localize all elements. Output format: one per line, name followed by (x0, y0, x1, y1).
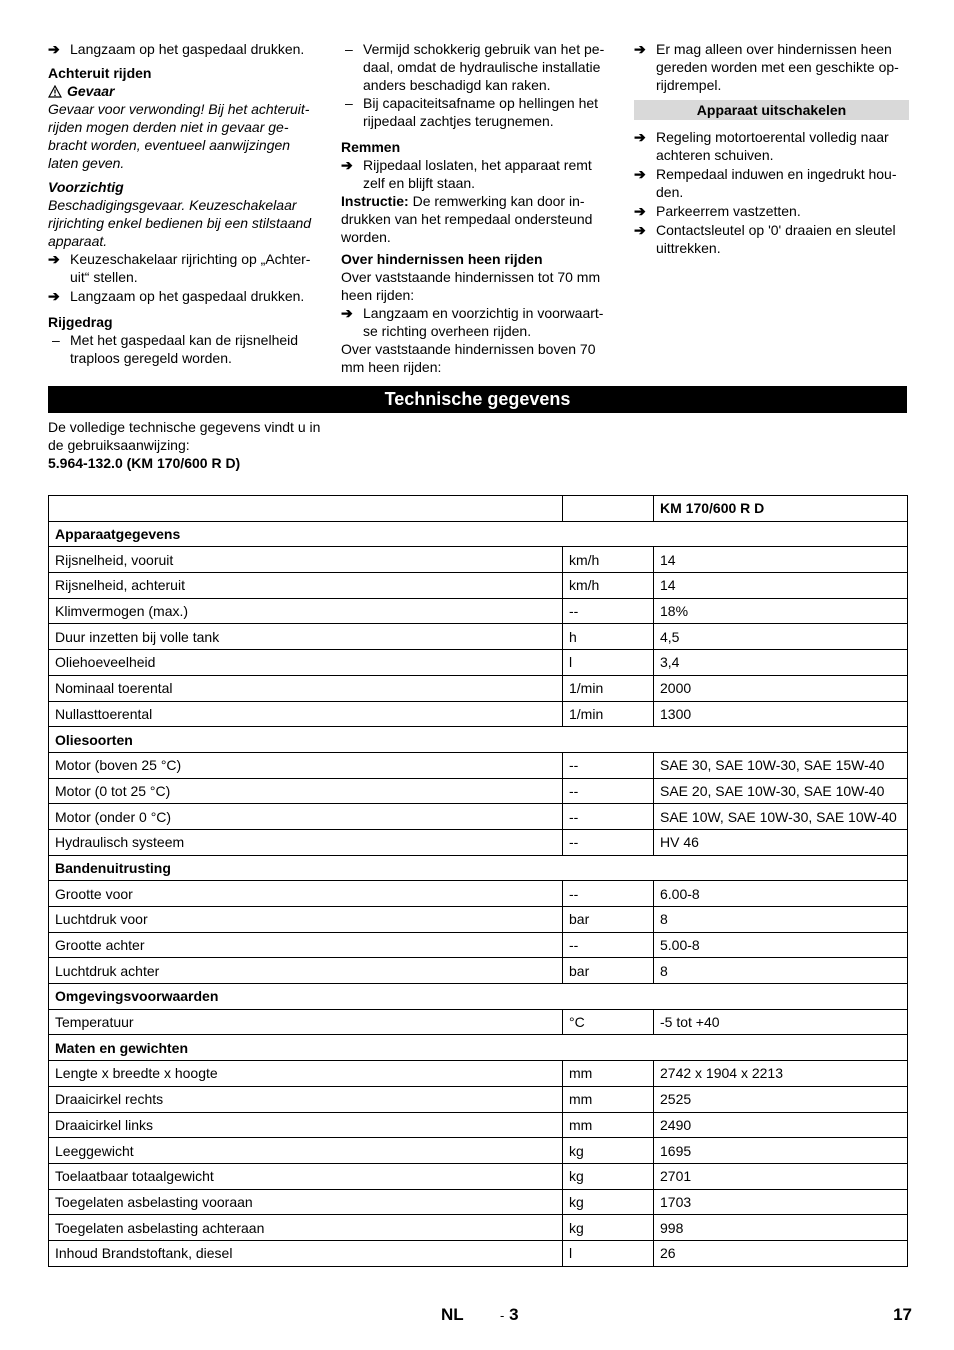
step-item: ➔ Langzaam en voorzichtig in voorwaart-se richting overheen rijden. (341, 305, 604, 339)
table-row (49, 598, 908, 624)
arrow-icon: ➔ (634, 203, 646, 219)
tech-doc-ref: 5.964-132.0 (KM 170/600 R D) (48, 455, 241, 471)
unit-cell: l (563, 650, 654, 676)
danger-label-row (48, 82, 320, 100)
instruction-note: Instructie: De remwerking kan door in-drukken van het rempedaal ondersteund worden. (341, 193, 593, 245)
section-heading-reverse: Achteruit rijden (48, 65, 152, 81)
value-cell: 14 (654, 573, 908, 599)
column-1 (48, 40, 320, 367)
unit-cell: kg (563, 1189, 654, 1215)
table-row (49, 1138, 908, 1164)
spec-table (48, 495, 908, 1267)
arrow-icon: ➔ (48, 288, 60, 304)
table-row (49, 1163, 908, 1189)
value-cell: 3,4 (654, 650, 908, 676)
value-cell: 18% (654, 598, 908, 624)
tech-intro (48, 418, 328, 472)
label-cell: Draaicirkel links (49, 1112, 563, 1138)
unit-cell: 1/min (563, 675, 654, 701)
caution-label: Voorzichtig (48, 179, 124, 195)
table-row (49, 932, 908, 958)
unit-cell: -- (563, 598, 654, 624)
value-cell: 5.00-8 (654, 932, 908, 958)
table-row (49, 752, 908, 778)
label-cell: Temperatuur (49, 1009, 563, 1035)
arrow-icon: ➔ (341, 157, 353, 173)
value-cell: 2490 (654, 1112, 908, 1138)
value-cell: -5 tot +40 (654, 1009, 908, 1035)
value-cell: 2742 x 1904 x 2213 (654, 1061, 908, 1087)
dash-item: – Vermijd schokkerig gebruik van het pe-daal, omdat de hydraulische installatie anders beschadigd kan raken. (341, 40, 613, 94)
label-cell: Rijsnelheid, vooruit (49, 547, 563, 573)
table-row (49, 1112, 908, 1138)
section-heading-brakes: Remmen (341, 139, 401, 155)
value-cell: 1703 (654, 1189, 908, 1215)
unit-cell: km/h (563, 573, 654, 599)
value-cell: SAE 20, SAE 10W-30, SAE 10W-40 (654, 778, 908, 804)
caution-text: Beschadigingsgevaar. Keuzeschakelaar rijrichting enkel bedienen bij een stilstaand apparaat. (48, 197, 312, 249)
table-row (49, 547, 908, 573)
spec-table-body (49, 496, 908, 1267)
arrow-icon: ➔ (48, 41, 60, 57)
unit-cell: km/h (563, 547, 654, 573)
value-cell: SAE 10W, SAE 10W-30, SAE 10W-40 (654, 804, 908, 830)
unit-cell: mm (563, 1112, 654, 1138)
footer-language: NL (441, 1305, 464, 1324)
label-cell: Toelaatbaar totaalgewicht (49, 1163, 563, 1189)
label-cell: Grootte voor (49, 881, 563, 907)
danger-label: Gevaar (67, 83, 115, 99)
label-cell: Luchtdruk voor (49, 907, 563, 933)
label-cell: Motor (onder 0 °C) (49, 804, 563, 830)
value-cell: 1300 (654, 701, 908, 727)
unit-cell: -- (563, 829, 654, 855)
label-cell: Motor (0 tot 25 °C) (49, 778, 563, 804)
label-cell: Toegelaten asbelasting vooraan (49, 1189, 563, 1215)
unit-cell: kg (563, 1163, 654, 1189)
footer-page-number: 17 (893, 1305, 912, 1324)
label-cell: Nullasttoerental (49, 701, 563, 727)
warning-triangle-icon (48, 85, 62, 98)
step-item: ➔ Rijpedaal loslaten, het apparaat remt zelf en blijft staan. (341, 157, 592, 191)
table-row (49, 624, 908, 650)
unit-cell: kg (563, 1215, 654, 1241)
header-cell-empty (563, 496, 654, 522)
value-cell: 998 (654, 1215, 908, 1241)
obstacle-text-1: Over vaststaande hindernissen tot 70 mm heen rijden: (341, 269, 601, 303)
unit-cell: 1/min (563, 701, 654, 727)
value-cell: 6.00-8 (654, 881, 908, 907)
section-heading-obstacles: Over hindernissen heen rijden (341, 251, 543, 267)
section-cell: Oliesoorten (49, 727, 908, 753)
page-footer (0, 1306, 954, 1328)
value-cell: 14 (654, 547, 908, 573)
dash-item: – Met het gaspedaal kan de rijsnelheid traploos geregeld worden. (48, 331, 320, 367)
danger-text: Gevaar voor verwonding! Bij het achteruit-rijden mogen derden niet in gevaar ge-bracht worden, eventueel aanwijzingen laten geven. (48, 101, 310, 171)
dash-bullet: – (345, 95, 353, 111)
unit-cell: -- (563, 752, 654, 778)
table-row (49, 675, 908, 701)
arrow-icon: ➔ (634, 222, 646, 238)
label-cell: Draaicirkel rechts (49, 1086, 563, 1112)
value-cell: 2000 (654, 675, 908, 701)
table-row (49, 804, 908, 830)
table-header-row (49, 496, 908, 522)
table-section-row (49, 727, 908, 753)
dash-bullet: – (345, 41, 353, 57)
tech-data-heading: Technische gegevens (48, 386, 907, 413)
label-cell: Lengte x breedte x hoogte (49, 1061, 563, 1087)
label-cell: Rijsnelheid, achteruit (49, 573, 563, 599)
value-cell: 8 (654, 907, 908, 933)
label-cell: Klimvermogen (max.) (49, 598, 563, 624)
table-row (49, 1009, 908, 1035)
value-cell: 2525 (654, 1086, 908, 1112)
value-cell: HV 46 (654, 829, 908, 855)
table-section-row (49, 855, 908, 881)
unit-cell: bar (563, 907, 654, 933)
table-row (49, 1086, 908, 1112)
unit-cell: -- (563, 932, 654, 958)
unit-cell: bar (563, 958, 654, 984)
table-row (49, 650, 908, 676)
label-cell: Inhoud Brandstoftank, diesel (49, 1240, 563, 1266)
step-item: ➔ Regeling motortoerental volledig naar achteren schuiven. (634, 129, 889, 163)
table-row (49, 907, 908, 933)
step-item: ➔ Langzaam op het gaspedaal drukken. (48, 41, 305, 57)
dash-item: – Bij capaciteitsafname op hellingen het rijpedaal zachtjes terugnemen. (341, 94, 613, 130)
unit-cell: -- (563, 778, 654, 804)
step-item: ➔ Er mag alleen over hindernissen heen gereden worden met een geschikte op-rijdrempel. (634, 41, 899, 93)
section-heading-driving: Rijgedrag (48, 314, 113, 330)
table-section-row (49, 521, 908, 547)
table-row (49, 881, 908, 907)
label-cell: Duur inzetten bij volle tank (49, 624, 563, 650)
section-cell: Apparaatgegevens (49, 521, 908, 547)
unit-cell: °C (563, 1009, 654, 1035)
unit-cell: mm (563, 1061, 654, 1087)
step-item: ➔ Contactsleutel op '0' draaien en sleutel uittrekken. (634, 222, 896, 256)
label-cell: Oliehoeveelheid (49, 650, 563, 676)
header-cell-model: KM 170/600 R D (654, 496, 908, 522)
section-cell: Bandenuitrusting (49, 855, 908, 881)
table-row (49, 701, 908, 727)
value-cell: 26 (654, 1240, 908, 1266)
tech-intro-text: De volledige technische gegevens vindt u in de gebruiksaanwijzing: (48, 419, 321, 453)
unit-cell: kg (563, 1138, 654, 1164)
dash-bullet: – (52, 332, 60, 348)
step-item: ➔ Parkeerrem vastzetten. (634, 203, 801, 219)
value-cell: 8 (654, 958, 908, 984)
unit-cell: mm (563, 1086, 654, 1112)
table-section-row (49, 984, 908, 1010)
arrow-icon: ➔ (341, 305, 353, 321)
table-row (49, 778, 908, 804)
table-row (49, 1215, 908, 1241)
label-cell: Toegelaten asbelasting achteraan (49, 1215, 563, 1241)
section-cell: Maten en gewichten (49, 1035, 908, 1061)
table-row (49, 958, 908, 984)
table-row (49, 1061, 908, 1087)
value-cell: 1695 (654, 1138, 908, 1164)
label-cell: Motor (boven 25 °C) (49, 752, 563, 778)
label-cell: Leeggewicht (49, 1138, 563, 1164)
footer-section: - 3 (500, 1305, 519, 1324)
value-cell: 2701 (654, 1163, 908, 1189)
unit-cell: l (563, 1240, 654, 1266)
section-cell: Omgevingsvoorwaarden (49, 984, 908, 1010)
table-row (49, 1189, 908, 1215)
unit-cell: h (563, 624, 654, 650)
label-cell: Nominaal toerental (49, 675, 563, 701)
section-heading-shutdown: Apparaat uitschakelen (634, 100, 909, 120)
table-section-row (49, 1035, 908, 1061)
value-cell: 4,5 (654, 624, 908, 650)
column-3 (634, 40, 909, 257)
column-2 (341, 40, 613, 376)
label-cell: Grootte achter (49, 932, 563, 958)
step-item: ➔ Langzaam op het gaspedaal drukken. (48, 288, 305, 304)
obstacle-text-2: Over vaststaande hindernissen boven 70 mm heen rijden: (341, 341, 596, 375)
step-item: ➔ Rempedaal induwen en ingedrukt hou-den. (634, 166, 897, 200)
unit-cell: -- (563, 804, 654, 830)
table-row (49, 573, 908, 599)
arrow-icon: ➔ (634, 166, 646, 182)
unit-cell: -- (563, 881, 654, 907)
arrow-icon: ➔ (634, 41, 646, 57)
header-cell-empty (49, 496, 563, 522)
label-cell: Hydraulisch systeem (49, 829, 563, 855)
table-row (49, 1240, 908, 1266)
arrow-icon: ➔ (48, 251, 60, 267)
arrow-icon: ➔ (634, 129, 646, 145)
table-row (49, 829, 908, 855)
step-item: ➔ Keuzeschakelaar rijrichting op „Achter-uit“ stellen. (48, 251, 311, 285)
value-cell: SAE 30, SAE 10W-30, SAE 15W-40 (654, 752, 908, 778)
label-cell: Luchtdruk achter (49, 958, 563, 984)
